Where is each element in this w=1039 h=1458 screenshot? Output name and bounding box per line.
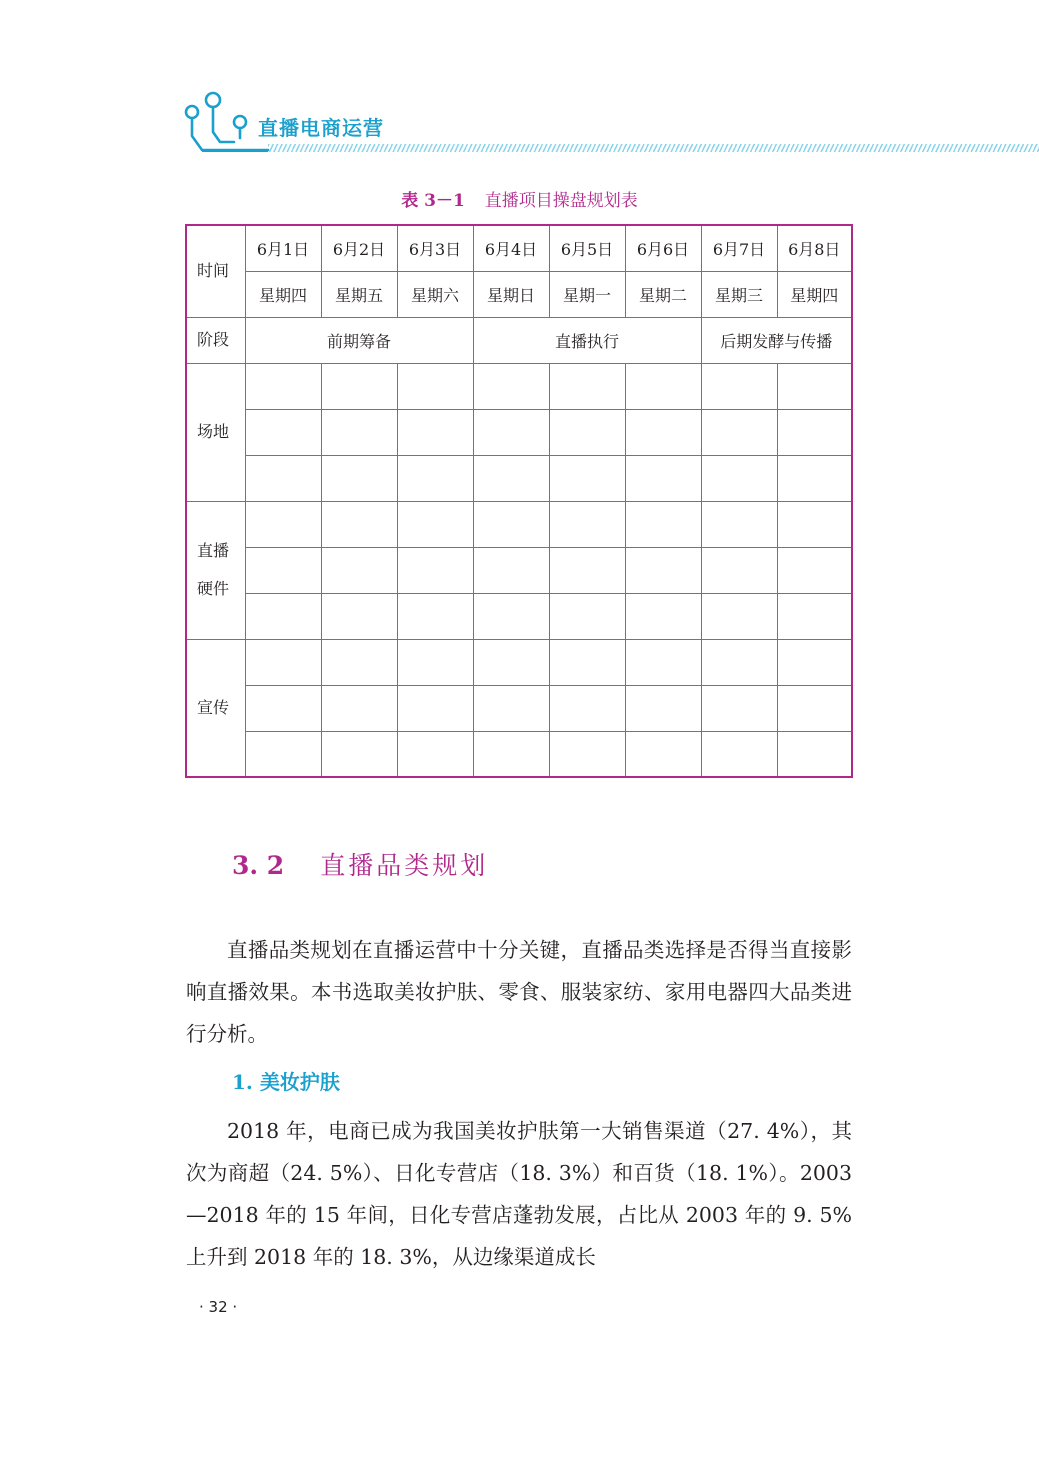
weekday-cell: 星期二 [625,271,701,317]
weekday-cell: 星期五 [321,271,397,317]
table-row [186,731,852,777]
table-row-weekdays [186,271,852,317]
section-heading [232,846,488,882]
table-row [186,593,852,639]
table-row [186,455,852,501]
table-row [186,639,852,685]
date-cell: 6月1日 [245,225,321,271]
stage-cell-post: 后期发酵与传播 [701,317,852,363]
subsection-heading: 1. 美妆护肤 [232,1070,340,1094]
date-cell: 6月5日 [549,225,625,271]
table-caption [0,186,1039,211]
row-label-hardware: 直播 硬件 [186,501,245,639]
live-planning-table [185,224,853,778]
time-label: 时间 [186,225,245,317]
stage-cell-prep: 前期筹备 [245,317,473,363]
table-row [186,685,852,731]
table-title: 直播项目操盘规划表 [484,191,638,211]
stage-label: 阶段 [186,317,245,363]
date-cell: 6月4日 [473,225,549,271]
table-row [186,501,852,547]
stage-cell-live: 直播执行 [473,317,701,363]
page-number: · 32 · [199,1298,238,1316]
weekday-cell: 星期日 [473,271,549,317]
table-row-dates [186,225,852,271]
date-cell: 6月8日 [777,225,852,271]
weekday-cell: 星期三 [701,271,777,317]
row-label-venue: 场地 [186,363,245,501]
date-cell: 6月6日 [625,225,701,271]
table-row [186,547,852,593]
weekday-cell: 星期一 [549,271,625,317]
date-cell: 6月7日 [701,225,777,271]
running-header [184,88,1039,158]
date-cell: 6月2日 [321,225,397,271]
table-row-stages [186,317,852,363]
body-paragraph: 2018 年，电商已成为我国美妆护肤第一大销售渠道（27. 4%），其次为商超（24. 5%）、日化专营店（18. 3%）和百货（18. 1%）。2003—2018 年的 15 年间，日化专营店蓬勃发展，占比从 2003 年的 9. 5% 上升到 2018 年的 18. 3%，从边缘渠道成长 [186,1119,852,1269]
row-label-promotion: 宣传 [186,639,245,777]
weekday-cell: 星期六 [397,271,473,317]
section-title: 直播品类规划 [320,851,489,880]
body-paragraph-block [186,1110,852,1278]
weekday-cell: 星期四 [777,271,852,317]
book-title: 直播电商运营 [258,116,384,140]
weekday-cell: 星期四 [245,271,321,317]
section-number: 3. 2 [232,851,285,880]
date-cell: 6月3日 [397,225,473,271]
header-rule [202,150,268,152]
intro-paragraph: 直播品类规划在直播运营中十分关键，直播品类选择是否得当直接影响直播效果。本书选取美妆护肤、零食、服装家纺、家用电器四大品类进行分析。 [186,938,852,1046]
header-hatch-decoration [268,144,1039,152]
intro-paragraph-block [186,929,852,1055]
table-row [186,409,852,455]
table-row [186,363,852,409]
table-number: 表 3－1 [401,191,465,211]
